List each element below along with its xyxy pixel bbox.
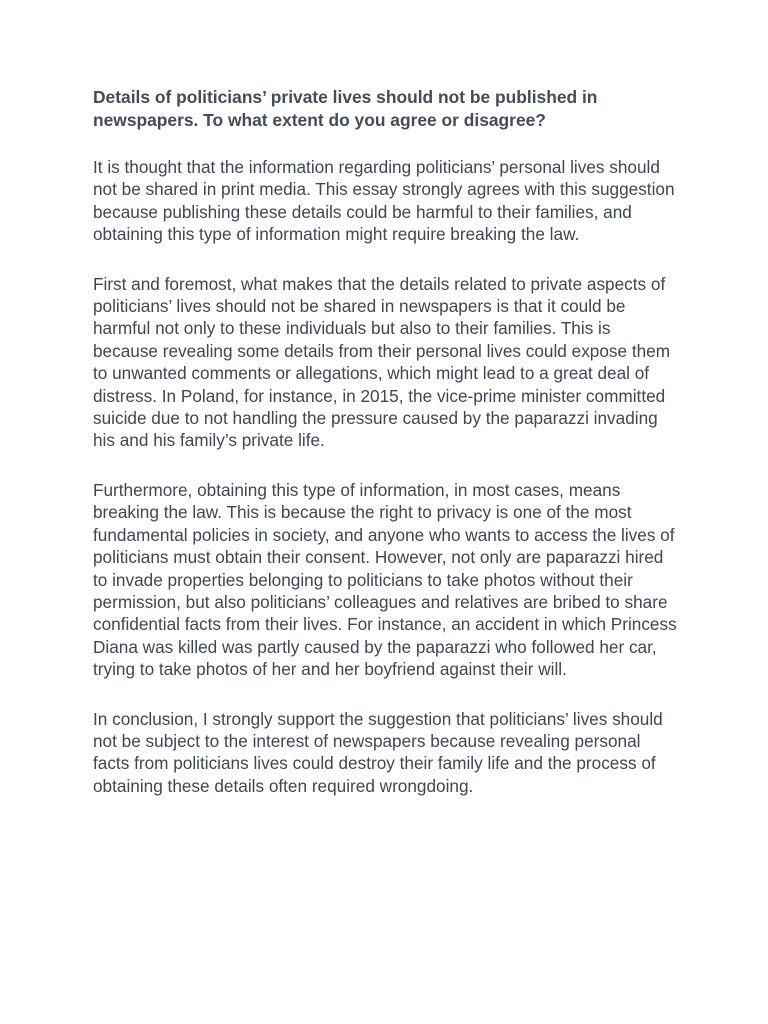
paragraph-conclusion: In conclusion, I strongly support the suggestion that politicians’ lives should not be subject to the interest of newspapers because revealing personal facts from politicians lives could destroy their family life and the process of obtaining these details often required wrongdoing. — [93, 708, 663, 796]
essay-title: Details of politicians’ private lives should not be published in newspapers. To what extent do you agree or disagree? — [93, 87, 598, 130]
paragraph-body-2: Furthermore, obtaining this type of information, in most cases, means breaking the law. This is because the right to privacy is one of the most fundamental policies in society, and anyone who wants to access the lives of politicians must obtain their consent. However, not only are paparazzi hired to invade properties belonging to politicians to take photos without their permission, but also politicians’ colleagues and relatives are bribed to share confidential facts from their lives. For instance, an accident in which Princess Diana was killed was partly caused by the paparazzi who followed her car, trying to take photos of her and her boyfriend against their will. — [93, 479, 677, 680]
paragraph-introduction: It is thought that the information regarding politicians’ personal lives should not be shared in print media. This essay strongly agrees with this suggestion because publishing these details could be harmful to their families, and obtaining this type of information might require breaking the law. — [93, 157, 675, 245]
paragraph-body-1: First and foremost, what makes that the details related to private aspects of politicians’ lives should not be shared in newspapers is that it could be harmful not only to these individuals but also to their families. This is because revealing some details from their personal lives could expose them to unwanted comments or allegations, which might lead to a great deal of distress. In Poland, for instance, in 2015, the vice-prime minister committed suicide due to not handling the pressure caused by the paparazzi invading his and his family’s private life. — [93, 273, 671, 451]
